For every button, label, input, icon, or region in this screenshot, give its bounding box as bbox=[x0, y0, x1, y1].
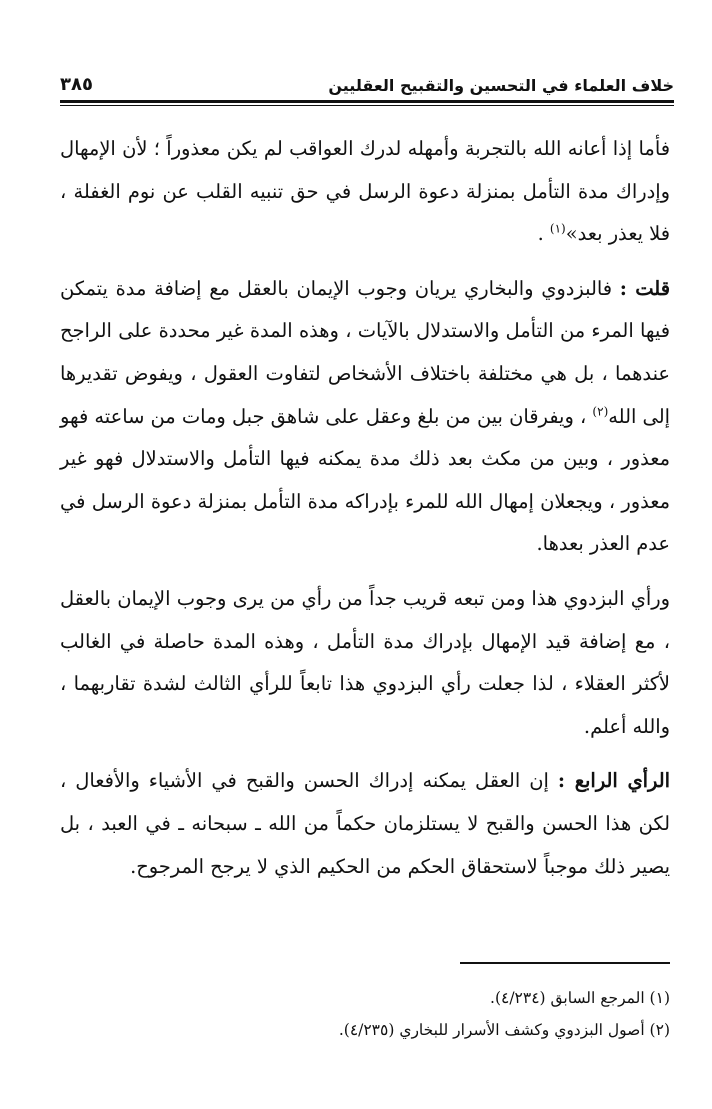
header-title: خلاف العلماء في التحسين والتقبيح العقليين bbox=[328, 76, 674, 95]
paragraph-4 bbox=[60, 760, 670, 888]
paragraph-2-lead: قلت : bbox=[619, 276, 670, 300]
footnote-ref-1: (١) bbox=[549, 221, 566, 236]
paragraph-2-rest: ، ويفرقان بين من بلغ وعقل على شاهق جبل ومات من ساعته فهو معذور ، وبين من مكث بعد ذلك مدة يمكنه فيها التأمل والاستدلال فهو غير معذور ، ويجعلان إمهال الله للمرء بإدراكه مدة التأمل بمنزلة دعوة الرسل في عدم العذر بعدها. bbox=[60, 404, 670, 556]
page-number: ٣٨٥ bbox=[60, 74, 93, 95]
paragraph-3: ورأي البزدوي هذا ومن تبعه قريب جداً من رأي من يرى وجوب الإيمان بالعقل ، مع إضافة قيد الإمهال بإدراك مدة التأمل ، وهذه المدة حاصلة في الغالب لأكثر العقلاء ، لذا جعلت رأي البزدوي هذا تابعاً للرأي الثالث لشدة تقاربهما ، والله أعلم. bbox=[60, 586, 670, 738]
running-header bbox=[60, 70, 674, 106]
paragraph-1-end: . bbox=[537, 222, 550, 246]
paragraph-2-text: فالبزدوي والبخاري يريان وجوب الإيمان بالعقل مع إضافة مدة يتمكن فيها المرء من التأمل والاستدلال بالآيات ، وهذه المدة غير محددة على الراجح عندهما ، بل هي مختلفة باختلاف الأشخاص لتفاوت العقول ، ويفوض تقديرها إلى الله bbox=[60, 276, 670, 428]
header-rule bbox=[60, 100, 674, 106]
main-text bbox=[60, 128, 670, 888]
paragraph-1-text: فأما إذا أعانه الله بالتجربة وأمهله لدرك العواقب لم يكن معذوراً ؛ لأن الإمهال وإدراك مدة التأمل بمنزلة دعوة الرسل في حق تنبيه القلب عن نوم الغفلة ، فلا يعذر بعد» bbox=[60, 137, 670, 246]
footnotes bbox=[60, 982, 670, 1046]
footnote-1: (١) المرجع السابق (٤/٢٣٤). bbox=[490, 989, 670, 1007]
footnote-ref-2: (٢) bbox=[592, 404, 609, 419]
paragraph-4-lead: الرأي الرابع : bbox=[557, 769, 670, 793]
paragraph-1 bbox=[60, 128, 670, 256]
footnote-2: (٢) أصول البزدوي وكشف الأسرار للبخاري (٤/٢٣٥). bbox=[338, 1021, 670, 1039]
footnote-separator bbox=[460, 962, 670, 964]
paragraph-2 bbox=[60, 268, 670, 566]
paragraph-4-text: إن العقل يمكنه إدراك الحسن والقبح في الأشياء والأفعال ، لكن هذا الحسن والقبح لا يستلزمان حكماً من الله ـ سبحانه ـ في العبد ، بل يصير ذلك موجباً لاستحقاق الحكم من الحكيم الذي لا يرجح المرجوح. bbox=[60, 769, 670, 878]
